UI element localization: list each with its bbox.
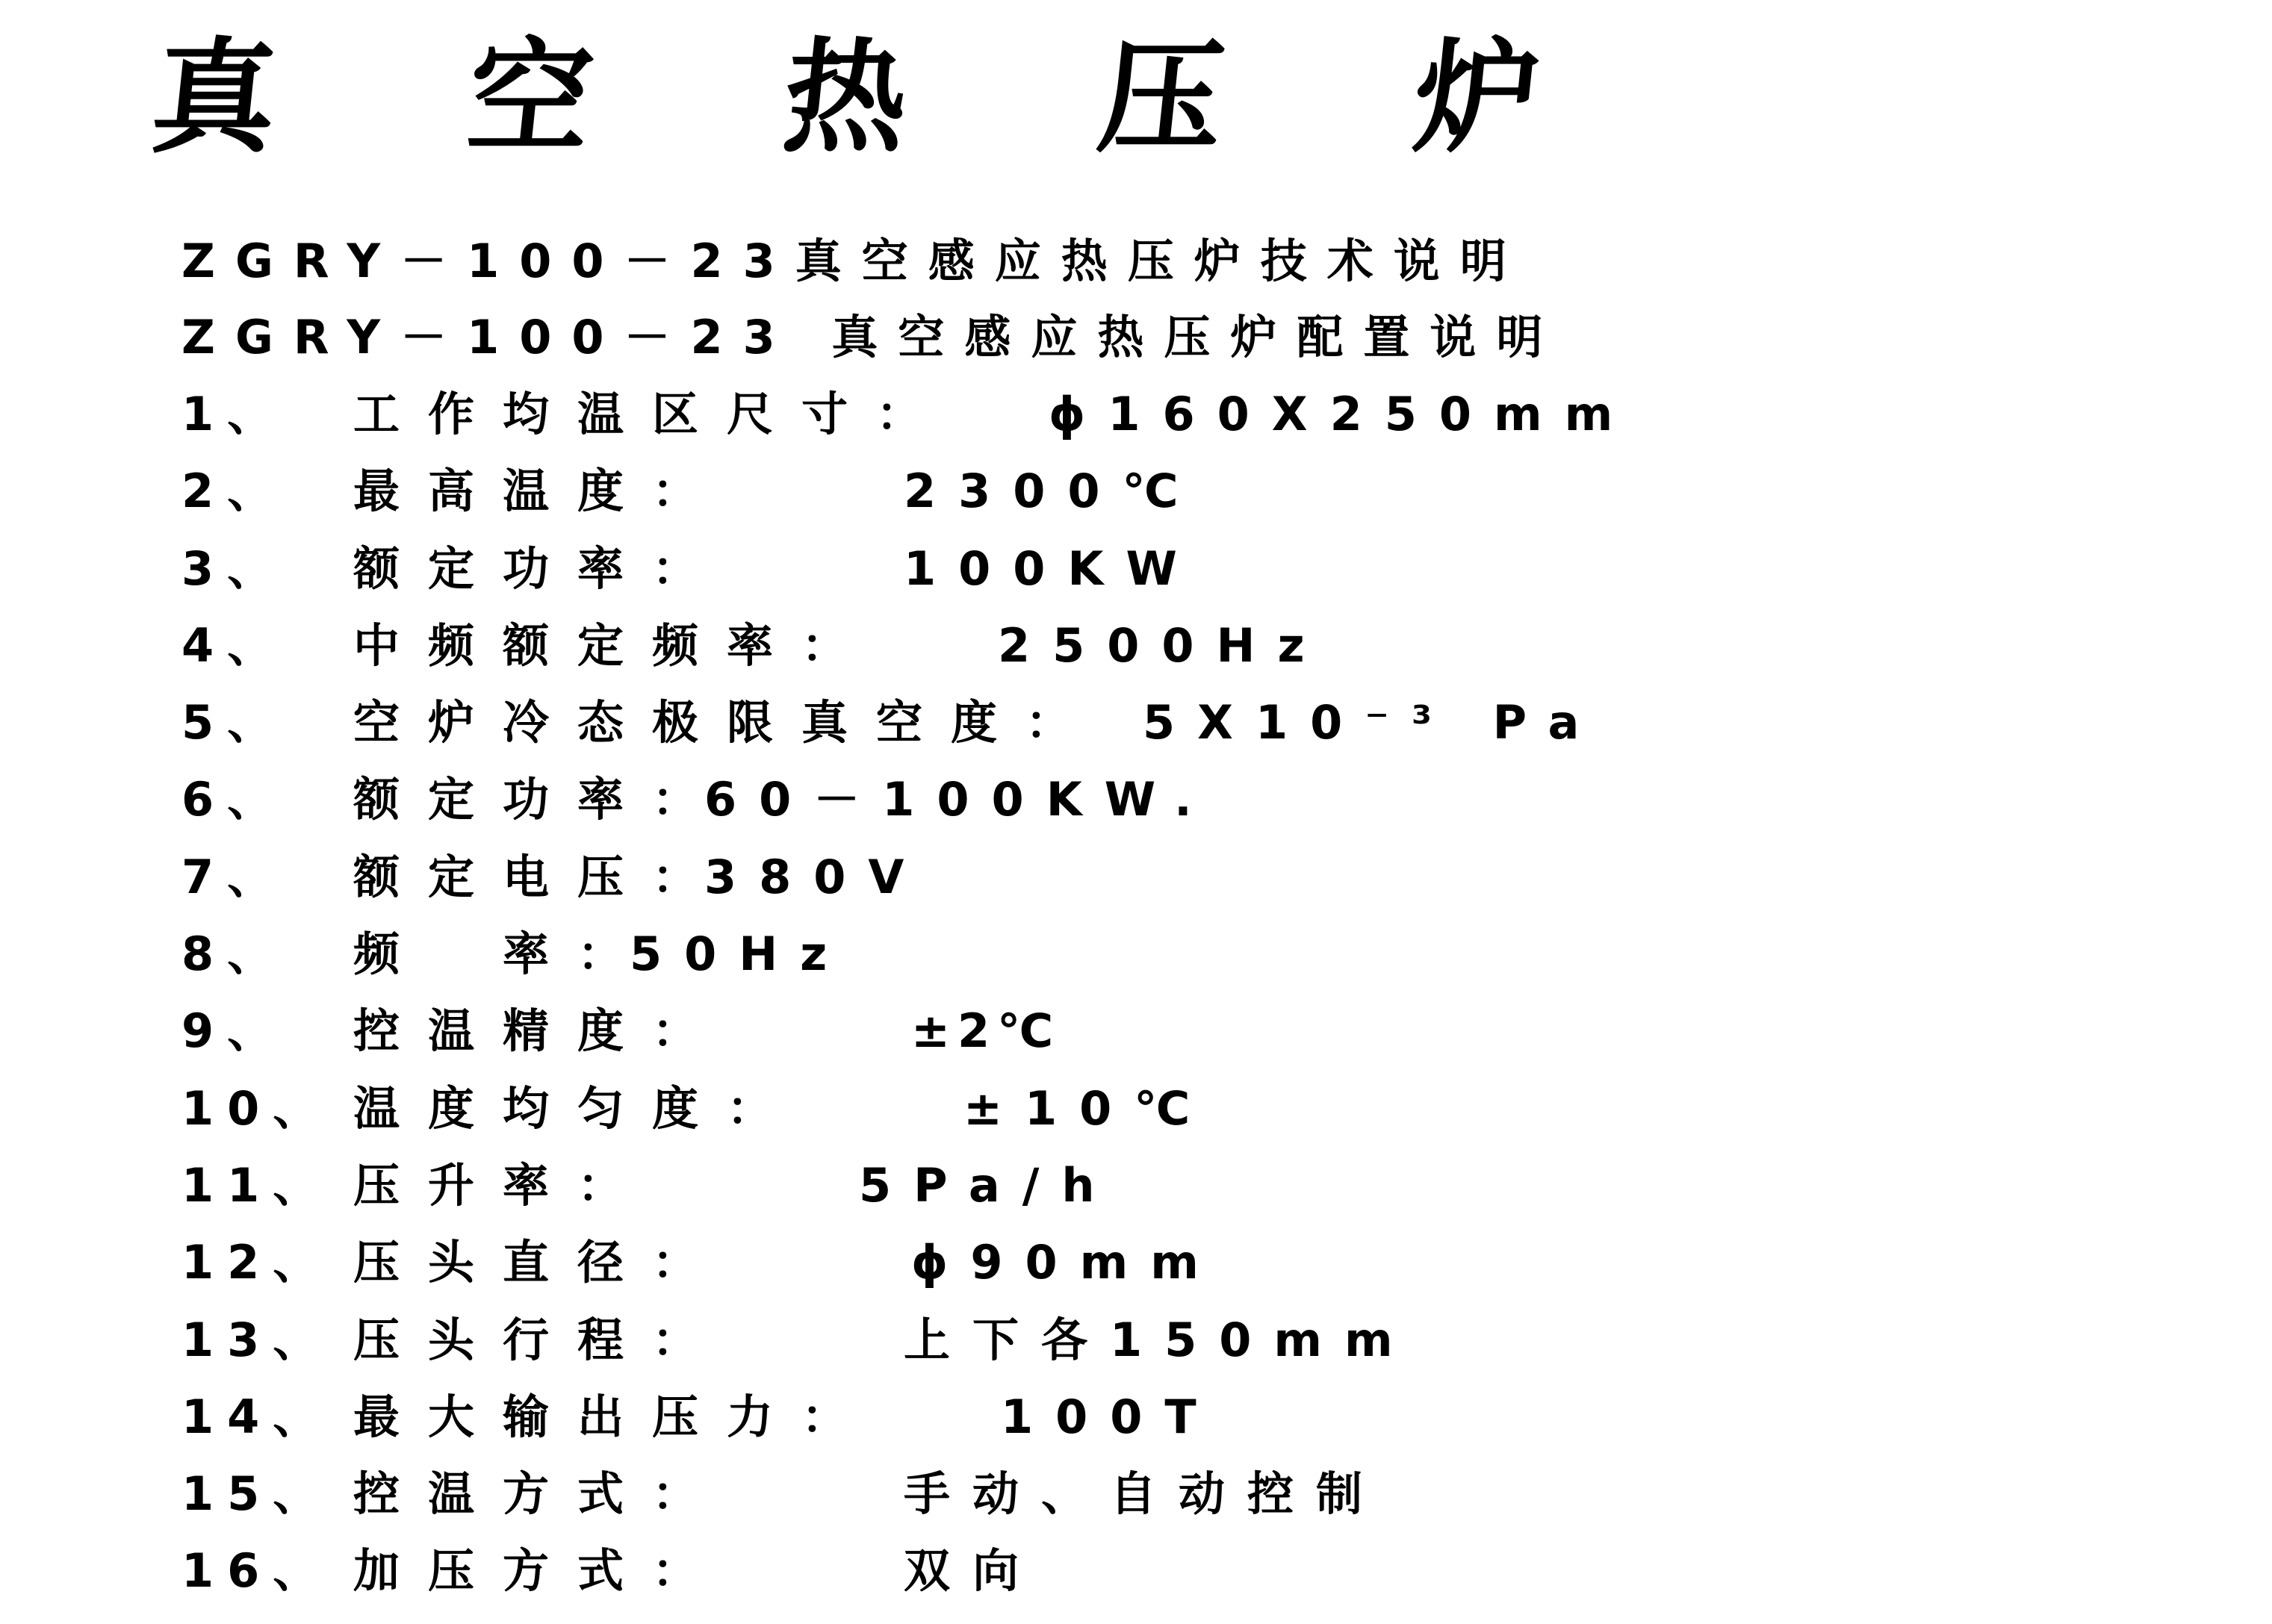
technical-description-heading: ZGRY－100－23真空感应热压炉技术说明 <box>181 234 1527 288</box>
spec-label: 加压方式： <box>353 1543 727 1599</box>
spec-number: 3、 <box>181 541 288 596</box>
spec-number: 2、 <box>181 464 288 519</box>
spec-value: ±10℃ <box>963 1080 1213 1136</box>
spec-value: ϕ90mm <box>911 1235 1221 1290</box>
spec-value: 60－100KW. <box>704 772 1214 827</box>
spec-number: 7、 <box>181 849 288 904</box>
spec-number: 4、 <box>181 617 288 673</box>
spec-number: 12、 <box>181 1235 333 1290</box>
spec-number: 1、 <box>181 387 288 441</box>
spec-number: 13、 <box>181 1312 333 1367</box>
spec-value: 2500Hz <box>998 617 1327 673</box>
spec-label: 压头行程： <box>353 1312 727 1367</box>
spec-value: 上下各150mm <box>904 1312 1415 1367</box>
spec-value: 380V <box>704 849 927 904</box>
spec-label: 额定电压： <box>353 849 727 904</box>
spec-label: 额定功率： <box>353 541 727 596</box>
spec-number: 15、 <box>181 1466 333 1522</box>
spec-label: 工作均温区尺寸： <box>353 387 952 441</box>
spec-number: 8、 <box>181 927 288 982</box>
spec-value: 100T <box>1001 1389 1219 1444</box>
spec-number: 14、 <box>181 1389 333 1444</box>
spec-value: 双向 <box>904 1543 1042 1599</box>
spec-label: 频 率： <box>353 927 653 982</box>
spec-value: 100KW <box>904 541 1199 596</box>
spec-value: 2300℃ <box>904 464 1201 519</box>
spec-label: 中频额定频率： <box>353 617 877 673</box>
spec-number: 6、 <box>181 772 288 827</box>
spec-number: 16、 <box>181 1543 333 1599</box>
spec-label: 空炉冷态极限真空度： <box>353 695 1101 750</box>
spec-label: 额定功率： <box>353 772 727 827</box>
spec-number: 9、 <box>181 1004 288 1059</box>
spec-value: ±2℃ <box>911 1004 1061 1059</box>
configuration-description-heading: ZGRY－100－23 真空感应热压炉配置说明 <box>181 310 1563 364</box>
spec-number: 11、 <box>181 1157 333 1213</box>
spec-value: 5X10⁻³ Pa <box>1143 695 1602 750</box>
spec-label: 控温精度： <box>353 1004 727 1059</box>
spec-label: 温度均匀度： <box>353 1080 802 1136</box>
spec-label: 最高温度： <box>353 464 727 519</box>
spec-value: 50Hz <box>630 927 850 982</box>
spec-number: 10、 <box>181 1080 333 1136</box>
spec-label: 压头直径： <box>353 1235 727 1290</box>
spec-value: 手动、自动控制 <box>904 1466 1385 1522</box>
spec-label: 最大输出压力： <box>353 1389 877 1444</box>
spec-number: 5、 <box>181 695 288 750</box>
spec-value: ϕ160X250mm <box>1049 387 1636 441</box>
document-title: 真 空 热 压 炉 <box>145 25 1621 169</box>
spec-label: 压升率： <box>353 1157 653 1213</box>
spec-label: 控温方式： <box>353 1466 727 1522</box>
spec-value: 5Pa/h <box>859 1157 1117 1213</box>
